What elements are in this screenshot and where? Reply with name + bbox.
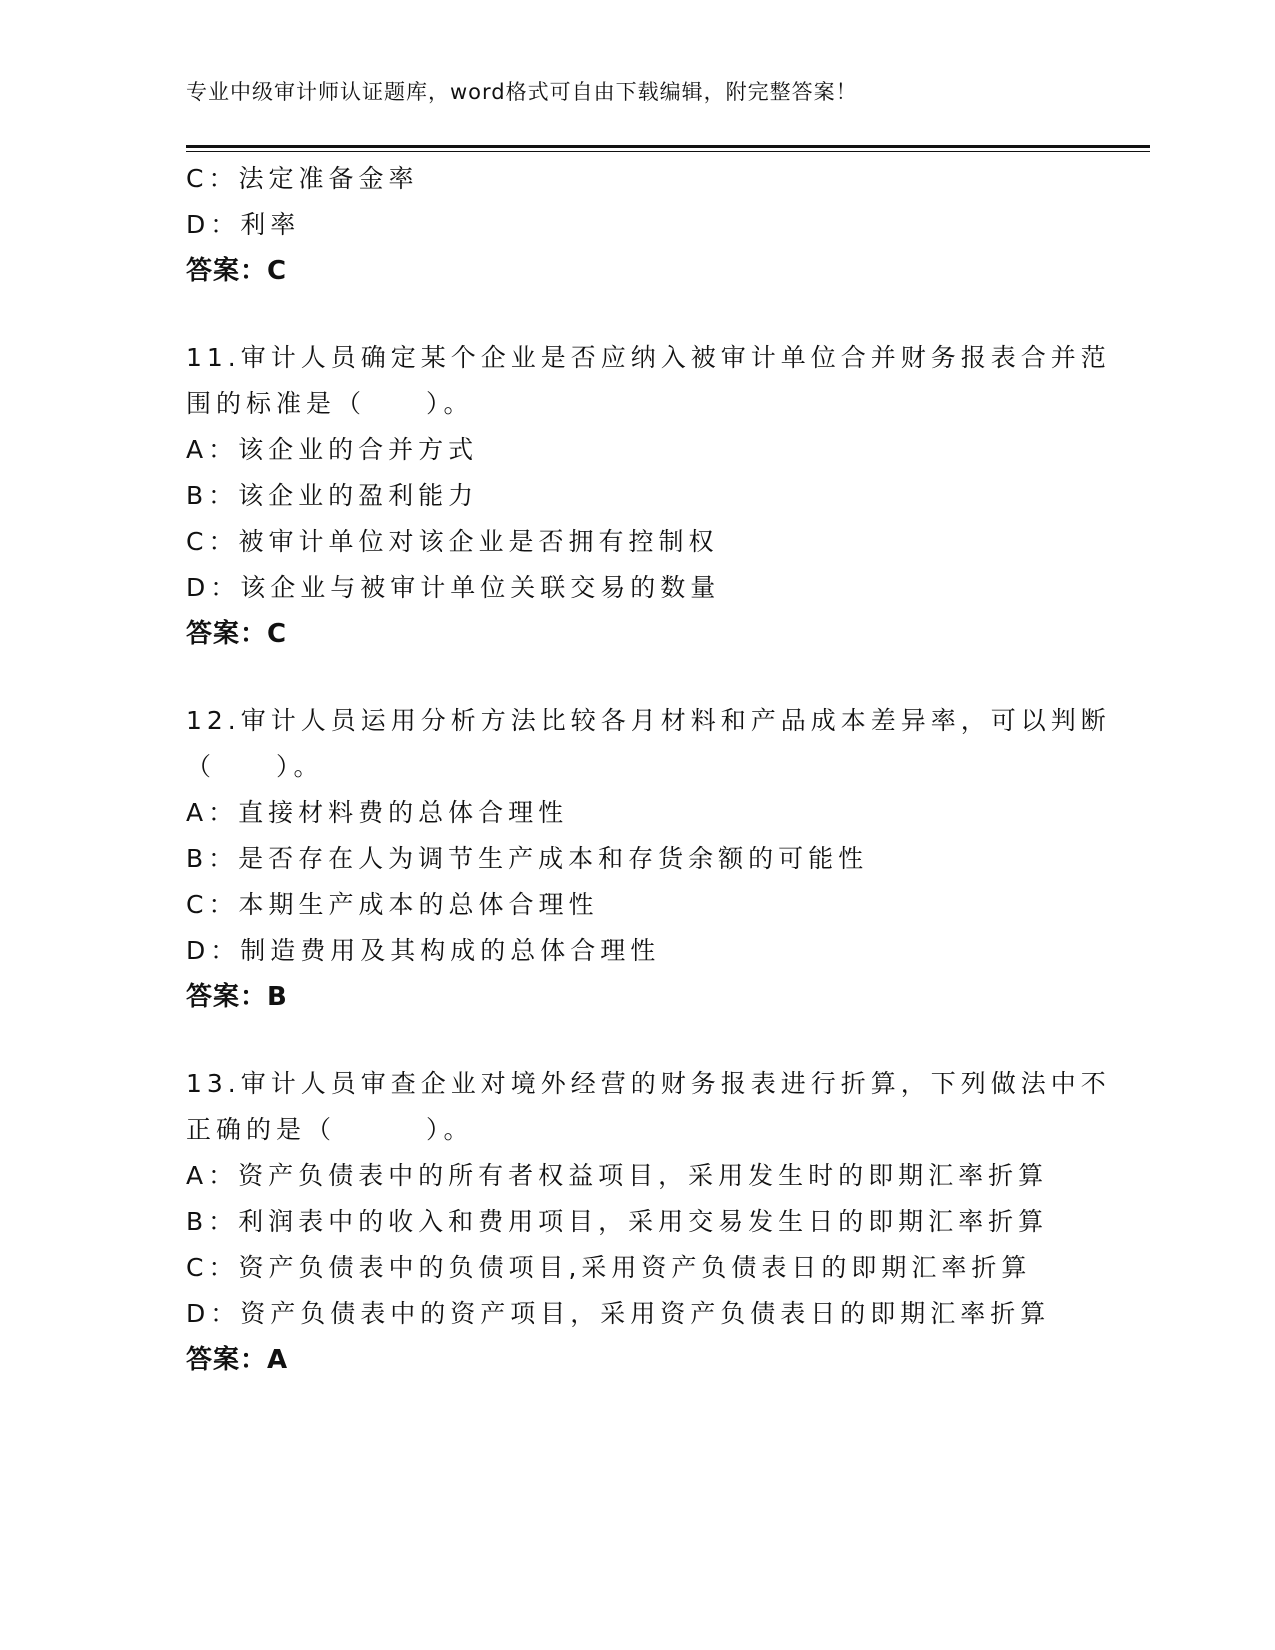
question-stem-line: 围的标准是（ ）。 — [186, 389, 474, 418]
answer-line: 答案：C — [186, 256, 288, 286]
question-12 — [186, 698, 1111, 1020]
prev-question-block — [186, 156, 1086, 294]
option-a: A：该企业的合并方式 — [186, 435, 479, 464]
question-stem-line: （ ）。 — [186, 752, 324, 781]
option-b: B：该企业的盈利能力 — [186, 481, 479, 510]
header-divider — [186, 145, 1150, 152]
option-c: C：本期生产成本的总体合理性 — [186, 890, 599, 919]
question-stem-line: 12.审计人员运用分析方法比较各月材料和产品成本差异率，可以判断 — [186, 706, 1111, 735]
question-stem-line: 正确的是（ ）。 — [186, 1115, 474, 1144]
question-13 — [186, 1061, 1111, 1383]
answer-line: 答案：B — [186, 982, 288, 1012]
answer-line: 答案：A — [186, 1345, 289, 1375]
option-b: B：是否存在人为调节生产成本和存货余额的可能性 — [186, 844, 869, 873]
option-d: D：利率 — [186, 210, 301, 239]
page-header: 专业中级审计师认证题库，word格式可自由下载编辑，附完整答案！ — [186, 80, 858, 104]
option-c: C：法定准备金率 — [186, 164, 419, 193]
option-c: C：被审计单位对该企业是否拥有控制权 — [186, 527, 719, 556]
option-d: D：该企业与被审计单位关联交易的数量 — [186, 573, 721, 602]
document-body — [186, 156, 1111, 1383]
question-stem-line: 13.审计人员审查企业对境外经营的财务报表进行折算，下列做法中不 — [186, 1069, 1111, 1098]
option-a: A：资产负债表中的所有者权益项目，采用发生时的即期汇率折算 — [186, 1161, 1049, 1190]
option-a: A：直接材料费的总体合理性 — [186, 798, 569, 827]
option-d: D：资产负债表中的资产项目，采用资产负债表日的即期汇率折算 — [186, 1299, 1051, 1328]
question-11 — [186, 335, 1111, 657]
option-d: D：制造费用及其构成的总体合理性 — [186, 936, 661, 965]
answer-line: 答案：C — [186, 619, 288, 649]
option-b: B：利润表中的收入和费用项目，采用交易发生日的即期汇率折算 — [186, 1207, 1049, 1236]
option-c: C：资产负债表中的负债项目,采用资产负债表日的即期汇率折算 — [186, 1253, 1032, 1282]
question-stem-line: 11.审计人员确定某个企业是否应纳入被审计单位合并财务报表合并范 — [186, 343, 1111, 372]
